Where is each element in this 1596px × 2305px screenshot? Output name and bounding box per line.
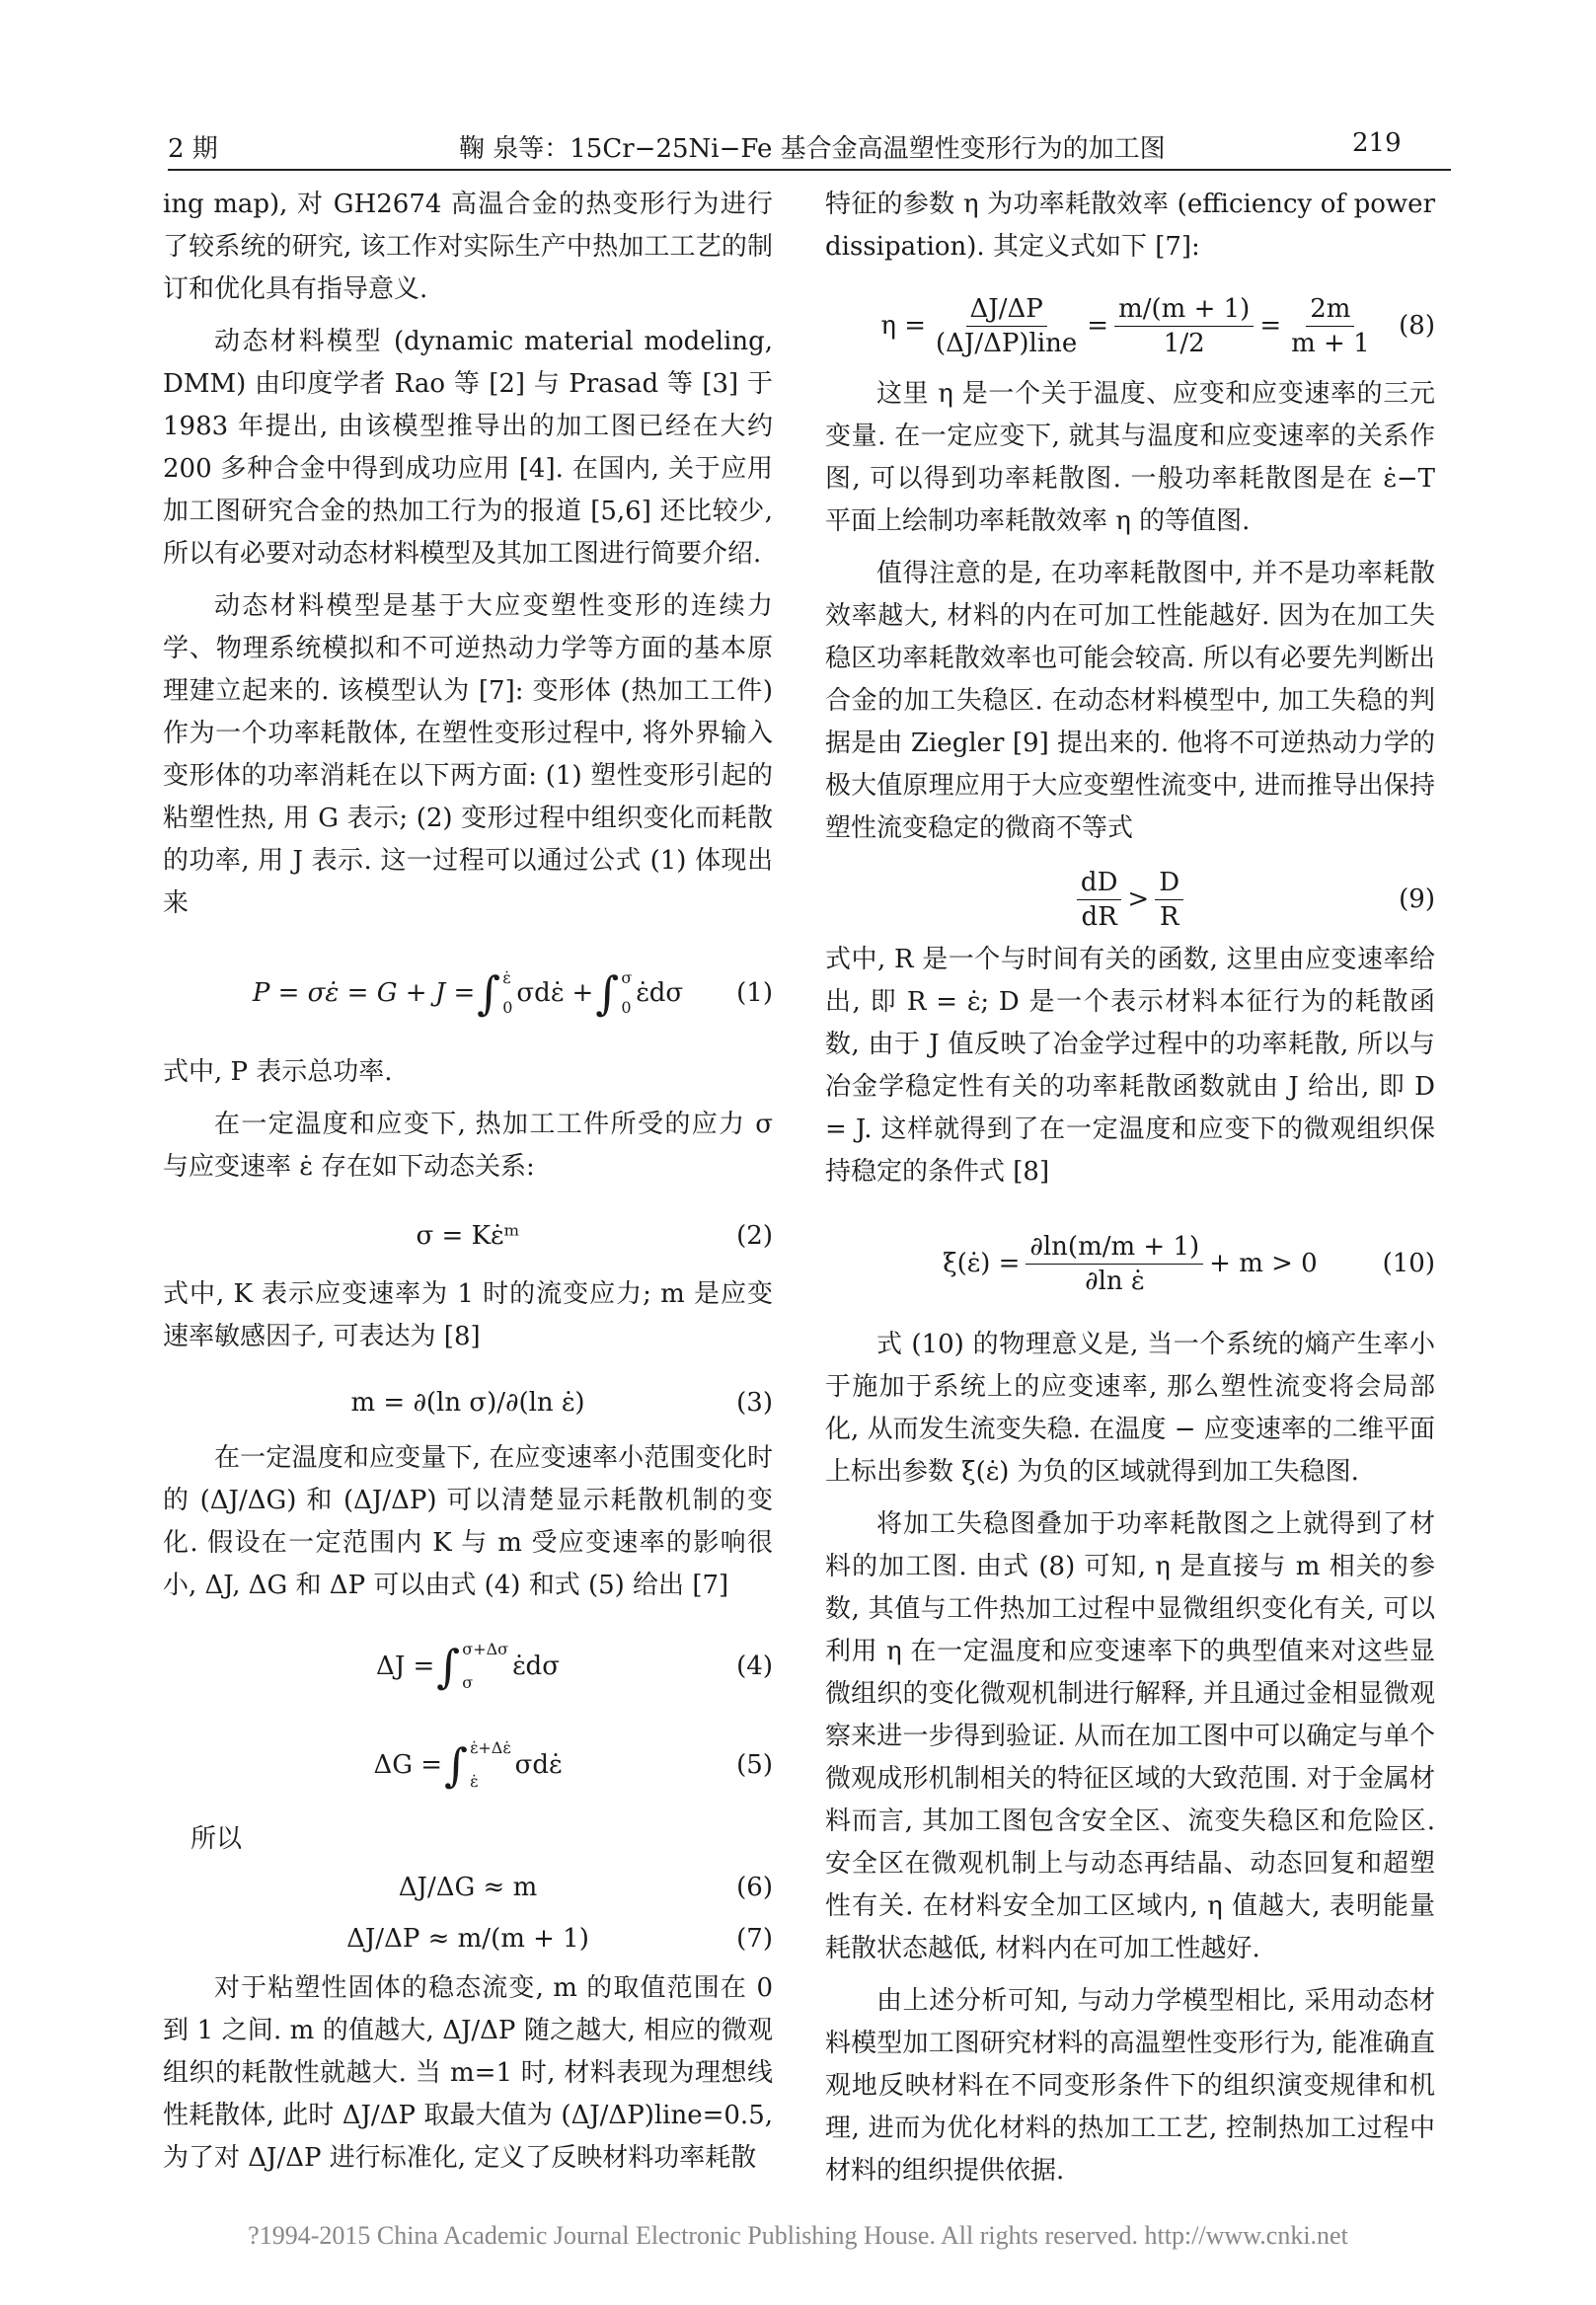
paragraph: 对于粘塑性固体的稳态流变, m 的取值范围在 0 到 1 之间. m 的值越大, ΔJ/ΔP 随之越大, 相应的微观组织的耗散性就越大. 当 m=1 时, 材料表现为理想线性耗散体, 此时 ΔJ/ΔP 取最大值为 (ΔJ/ΔP)line=0.5, 为了对 ΔJ/ΔP 进行标准化, 定义了反映材料功率耗散 xyxy=(163,1973,773,2173)
equation-9: $\frac{dD}{dR}$ > $\frac{D}{R}$ (9) xyxy=(825,860,1435,939)
fraction: $\frac{\partial\ln(m/m + 1)}{\text{∂ln ε̇}}$ xyxy=(1026,1232,1203,1296)
equation-4: ΔJ = ∫ σ+Δσ σ ε̇dσ (4) xyxy=(376,1640,773,1693)
fraction: $\frac{2m}{m + 1}$ xyxy=(1291,293,1370,358)
paragraph: 特征的参数 η 为功率耗散效率 (efficiency of power dissipation). 其定义式如下 [7]: xyxy=(825,190,1435,262)
integral-sign: ∫ xyxy=(444,1738,469,1792)
issue-number: 2 期 xyxy=(168,134,218,164)
equation-3: m = ∂(ln σ)/∂(ln ε̇) (3) xyxy=(350,1388,773,1418)
equation-number: (10) xyxy=(1382,1249,1435,1278)
paragraph: 值得注意的是, 在功率耗散图中, 并不是功率耗散效率越大, 材料的内在可加工性能越好. 因为在加工失稳区功率耗散效率也可能会较高. 所以有必要先判断出合金的加工失稳区. 在动态材料模型中, 加工失稳的判据是由 Ziegler [9] 提出来的. 他将不可逆热动力学的极大值原理应用于大应变塑性流变中, 进而推导出保持塑性流变稳定的微商不等式 xyxy=(825,559,1435,843)
fraction: $\frac{m/(m + 1)}{1/2}$ xyxy=(1114,294,1254,358)
paragraph: 将加工失稳图叠加于功率耗散图之上就得到了材料的加工图. 由式 (8) 可知, η 是直接与 m 相关的参数, 其值与工件热加工过程中显微组织变化有关, 可以利用 η 在一定温度和应变速率下的典型值来对这些显微组织的变化微观机制进行解释, 并且通过金相显微观察来进一步得到验证. 从而在加工图中可以确定与单个微观成形机制相关的特征区域的大致范围. 对于金属材料而言, 其加工图包含安全区、流变失稳区和危险区. 安全区在微观机制上与动态再结晶、动态回复和超塑性有关. 在材料安全加工区域内, η 值越大, 表明能量耗散状态越低, 材料内在可加工性越好. xyxy=(825,1509,1435,1963)
equation-5: ΔG = ∫ ε̇+Δε̇ ε̇ σdε̇ (5) xyxy=(373,1738,773,1792)
paragraph: 式中, P 表示总功率. xyxy=(163,1057,393,1087)
equation-8: η = $\frac{\Delta J/\Delta P}{\text{(ΔJ/ΔP)line}}$ = $\frac{m/(m + 1)}{1/2}$ = $\frac{2m}{m + 1}$ (8) xyxy=(880,293,1435,358)
left-column xyxy=(163,184,773,2190)
so-label: 所以 xyxy=(190,1824,243,1854)
paragraph: 由上述分析可知, 与动力学模型相比, 采用动态材料模型加工图研究材料的高温塑性变形行为, 能准确直观地反映材料在不同变形条件下的组织演变规律和机理, 进而为优化材料的热加工工艺, 控制热加工过程中材料的组织提供依据. xyxy=(825,1986,1435,2186)
equation-6: ΔJ/ΔG ≈ m (6) xyxy=(398,1873,773,1902)
integral-sign: ∫ xyxy=(595,966,620,1020)
equation-number: (6) xyxy=(736,1873,773,1902)
paragraph: 动态材料模型是基于大应变塑性变形的连续力学、物理系统模拟和不可逆热动力学等方面的基本原理建立起来的. 该模型认为 [7]: 变形体 (热加工工件) 作为一个功率耗散体, 在塑性变形过程中, 将外界输入变形体的功率消耗在以下两方面: (1) 塑性变形引起的粘塑性热, 用 G 表示; (2) 变形过程中组织变化而耗散的功率, 用 J 表示. 这一过程可以通过公式 (1) 体现出来 xyxy=(163,591,773,918)
running-title: 鞠 泉等：15Cr−25Ni−Fe 基合金高温塑性变形行为的加工图 xyxy=(459,134,1166,164)
equation-1: P = σε̇ = G + J = ∫ ε̇ 0 σdε̇ + ∫ σ 0 ε̇dσ (1) xyxy=(252,966,773,1020)
copyright-footer: ?1994-2015 China Academic Journal Electronic Publishing House. All rights reserved. http://www.cnki.net xyxy=(248,2221,1348,2250)
paragraph: 动态材料模型 (dynamic material modeling, DMM) 由印度学者 Rao 等 [2] 与 Prasad 等 [3] 于 1983 年提出, 由该模型推导出的加工图已经在大约 200 多种合金中得到成功应用 [4]. 在国内, 关于应用加工图研究合金的热加工行为的报道 [5,6] 还比较少, 所以有必要对动态材料模型及其加工图进行简要介绍. xyxy=(163,327,773,569)
paragraph: 式中, K 表示应变速率为 1 时的流变应力; m 是应变速率敏感因子, 可表达为 [8] xyxy=(163,1279,773,1351)
fraction: $\frac{D}{R}$ xyxy=(1155,868,1183,932)
page-number: 219 xyxy=(1352,128,1402,158)
paragraph: 在一定温度和应变下, 热加工工件所受的应力 σ 与应变速率 ε̇ 存在如下动态关系: xyxy=(163,1110,773,1182)
right-column xyxy=(825,184,1435,2202)
equation-7: ΔJ/ΔP ≈ m/(m + 1) (7) xyxy=(346,1924,773,1954)
equation-number: (9) xyxy=(1399,884,1435,914)
paragraph: 在一定温度和应变量下, 在应变速率小范围变化时的 (ΔJ/ΔG) 和 (ΔJ/ΔP) 可以清楚显示耗散机制的变化. 假设在一定范围内 K 与 m 受应变速率的影响很小, ΔJ, ΔG 和 ΔP 可以由式 (4) 和式 (5) 给出 [7] xyxy=(163,1443,773,1600)
fraction: $\frac{dD}{dR}$ xyxy=(1077,868,1122,932)
equation-number: (5) xyxy=(736,1750,773,1780)
fraction: $\frac{\Delta J/\Delta P}{\text{(ΔJ/ΔP)line}}$ xyxy=(936,293,1078,358)
paragraph: 式 (10) 的物理意义是, 当一个系统的熵产生率小于施加于系统上的应变速率, 那么塑性流变将会局部化, 从而发生流变失稳. 在温度 − 应变速率的二维平面上标出参数 ξ(ε̇) 为负的区域就得到加工失稳图. xyxy=(825,1330,1435,1487)
header-rule xyxy=(168,169,1451,171)
equation-2: σ = Kε̇ᵐ (2) xyxy=(416,1221,773,1251)
equation-number: (2) xyxy=(736,1221,773,1251)
integral-sign: ∫ xyxy=(477,966,501,1020)
equation-number: (8) xyxy=(1399,311,1435,341)
equation-number: (1) xyxy=(736,978,773,1008)
equation-number: (7) xyxy=(736,1924,773,1954)
paragraph: 式中, R 是一个与时间有关的函数, 这里由应变速率给出, 即 R = ε̇; D 是一个表示材料本征行为的耗散函数, 由于 J 值反映了冶金学过程中的功率耗散, 所以与冶金学稳定性有关的功率耗散函数就由 J 给出, 即 D = J. 这样就得到了在一定温度和应变下的微观组织保持稳定的条件式 [8] xyxy=(825,945,1435,1187)
equation-number: (4) xyxy=(736,1652,773,1681)
paragraph: 这里 η 是一个关于温度、应变和应变速率的三元变量. 在一定应变下, 就其与温度和应变速率的关系作图, 可以得到功率耗散图. 一般功率耗散图是在 ε̇−T 平面上绘制功率耗散效率 η 的等值图. xyxy=(825,379,1435,536)
equation-number: (3) xyxy=(736,1388,773,1418)
equation-10: ξ(ε̇) = $\frac{\partial\ln(m/m + 1)}{\text{∂ln ε̇}}$ + m > 0 (10) xyxy=(943,1231,1435,1296)
integral-sign: ∫ xyxy=(436,1640,461,1693)
paragraph: ing map), 对 GH2674 高温合金的热变形行为进行了较系统的研究, 该工作对实际生产中热加工工艺的制订和优化具有指导意义. xyxy=(163,190,773,304)
